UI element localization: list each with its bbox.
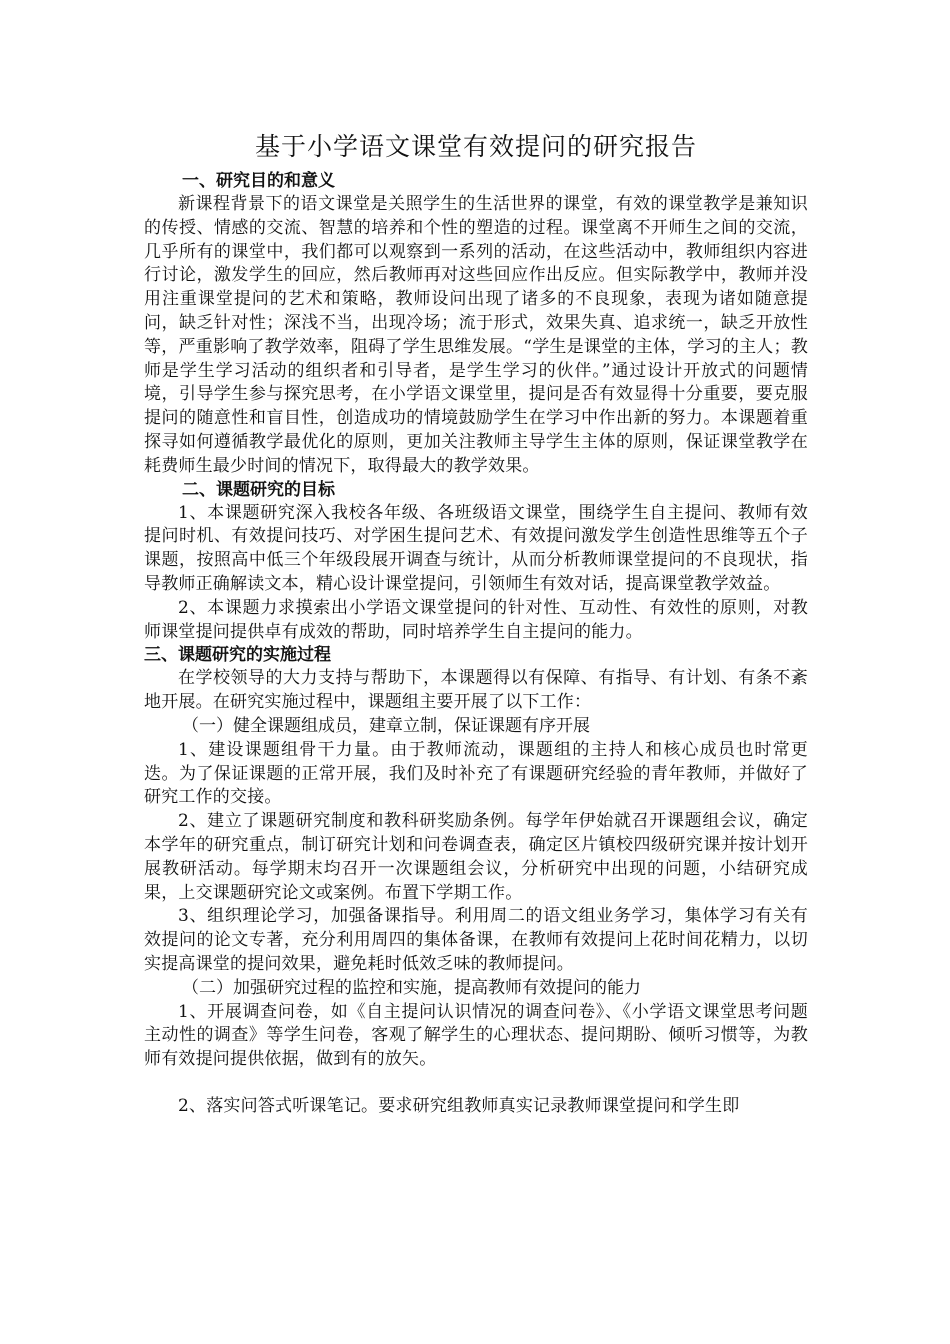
paragraph: 新课程背景下的语文课堂是关照学生的生活世界的课堂，有效的课堂教学是兼知识的传授、情感的交流、智慧的培养和个性的塑造的过程。课堂离不开师生之间的交流，几乎所有的课堂中，我们都可以观察到一系列的活动，在这些活动中，教师组织内容进行讨论，激发学生的回应，然后教师再对这些回应作出反应。但实际教学中，教师并没用注重课堂提问的艺术和策略，教师设问出现了诸多的不良现象，表现为诸如随意提问，缺乏针对性；深浅不当，出现冷场；流于形式，效果失真、追求统一，缺乏开放性等，严重影响了教学效率，阻碍了学生思维发展。“学生是课堂的主体，学习的主人；教师是学生学习活动的组织者和引导者，是学生学习的伙伴。”通过设计开放式的问题情境，引导学生参与探究思考，在小学语文课堂里，提问是否有效显得十分重要，要克服提问的随意性和盲目性，创造成功的情境鼓励学生在学习中作出新的努力。本课题着重探寻如何遵循教学最优化的原则，更加关注教师主导学生主体的原则，保证课堂教学在耗费师生最少时间的情况下，取得最大的教学效果。 (144, 194, 808, 476)
paragraph: 3、组织理论学习，加强备课指导。利用周二的语文组业务学习，集体学习有关有效提问的论文专著，充分利用周四的集体备课，在教师有效提问上花时间花精力，以切实提高课堂的提问效果，避免耗时低效乏味的教师提问。 (144, 906, 808, 974)
document-page (144, 130, 808, 1119)
paragraph: 在学校领导的大力支持与帮助下，本课题得以有保障、有指导、有计划、有条不紊地开展。在研究实施过程中，课题组主要开展了以下工作： (144, 668, 808, 713)
paragraph: 2、建立了课题研究制度和教科研奖励条例。每学年伊始就召开课题组会议，确定本学年的研究重点，制订研究计划和问卷调查表，确定区片镇校四级研究课并按计划开展教研活动。每学期末均召开一次课题组会议，分析研究中出现的问题，小结研究成果，上交课题研究论文或案例。布置下学期工作。 (144, 811, 808, 903)
document-title: 基于小学语文课堂有效提问的研究报告 (254, 132, 697, 161)
paragraph: 2、落实问答式听课笔记。要求研究组教师真实记录教师课堂提问和学生即 (178, 1095, 740, 1116)
subsection-heading: （二）加强研究过程的监控和实施，提高教师有效提问的能力 (182, 977, 641, 998)
paragraph: 1、本课题研究深入我校各年级、各班级语文课堂，围绕学生自主提问、教师有效提问时机、有效提问技巧、对学困生提问艺术、有效提问激发学生创造性思维等五个子课题，按照高中低三个年级段展开调查与统计，从而分析教师课堂提问的不良现状，指导教师正确解读文本，精心设计课堂提问，引领师生有效对话，提高课堂教学效益。 (144, 502, 808, 594)
paragraph: 1、建设课题组骨干力量。由于教师流动，课题组的主持人和核心成员也时常更迭。为了保证课题的正常开展，我们及时补充了有课题研究经验的青年教师，并做好了研究工作的交接。 (144, 739, 808, 808)
subsection-heading: （一）健全课题组成员，建章立制，保证课题有序开展 (182, 715, 590, 736)
paragraph: 1、开展调查问卷，如《自主提问认识情况的调查问卷》、《小学语文课堂思考问题主动性的调查》等学生问卷，客观了解学生的心理状态、提问期盼、倾听习惯等，为教师有效提问提供依据，做到有的放矢。 (144, 1001, 808, 1070)
paragraph: 2、本课题力求摸索出小学语文课堂提问的针对性、互动性、有效性的原则，对教师课堂提问提供卓有成效的帮助，同时培养学生自主提问的能力。 (144, 597, 808, 642)
section-heading-process: 三、课题研究的实施过程 (144, 645, 331, 666)
blank-line (144, 1072, 808, 1095)
section-heading-goals: 二、课题研究的目标 (182, 479, 335, 500)
section-heading-purpose: 一、研究目的和意义 (182, 171, 335, 191)
